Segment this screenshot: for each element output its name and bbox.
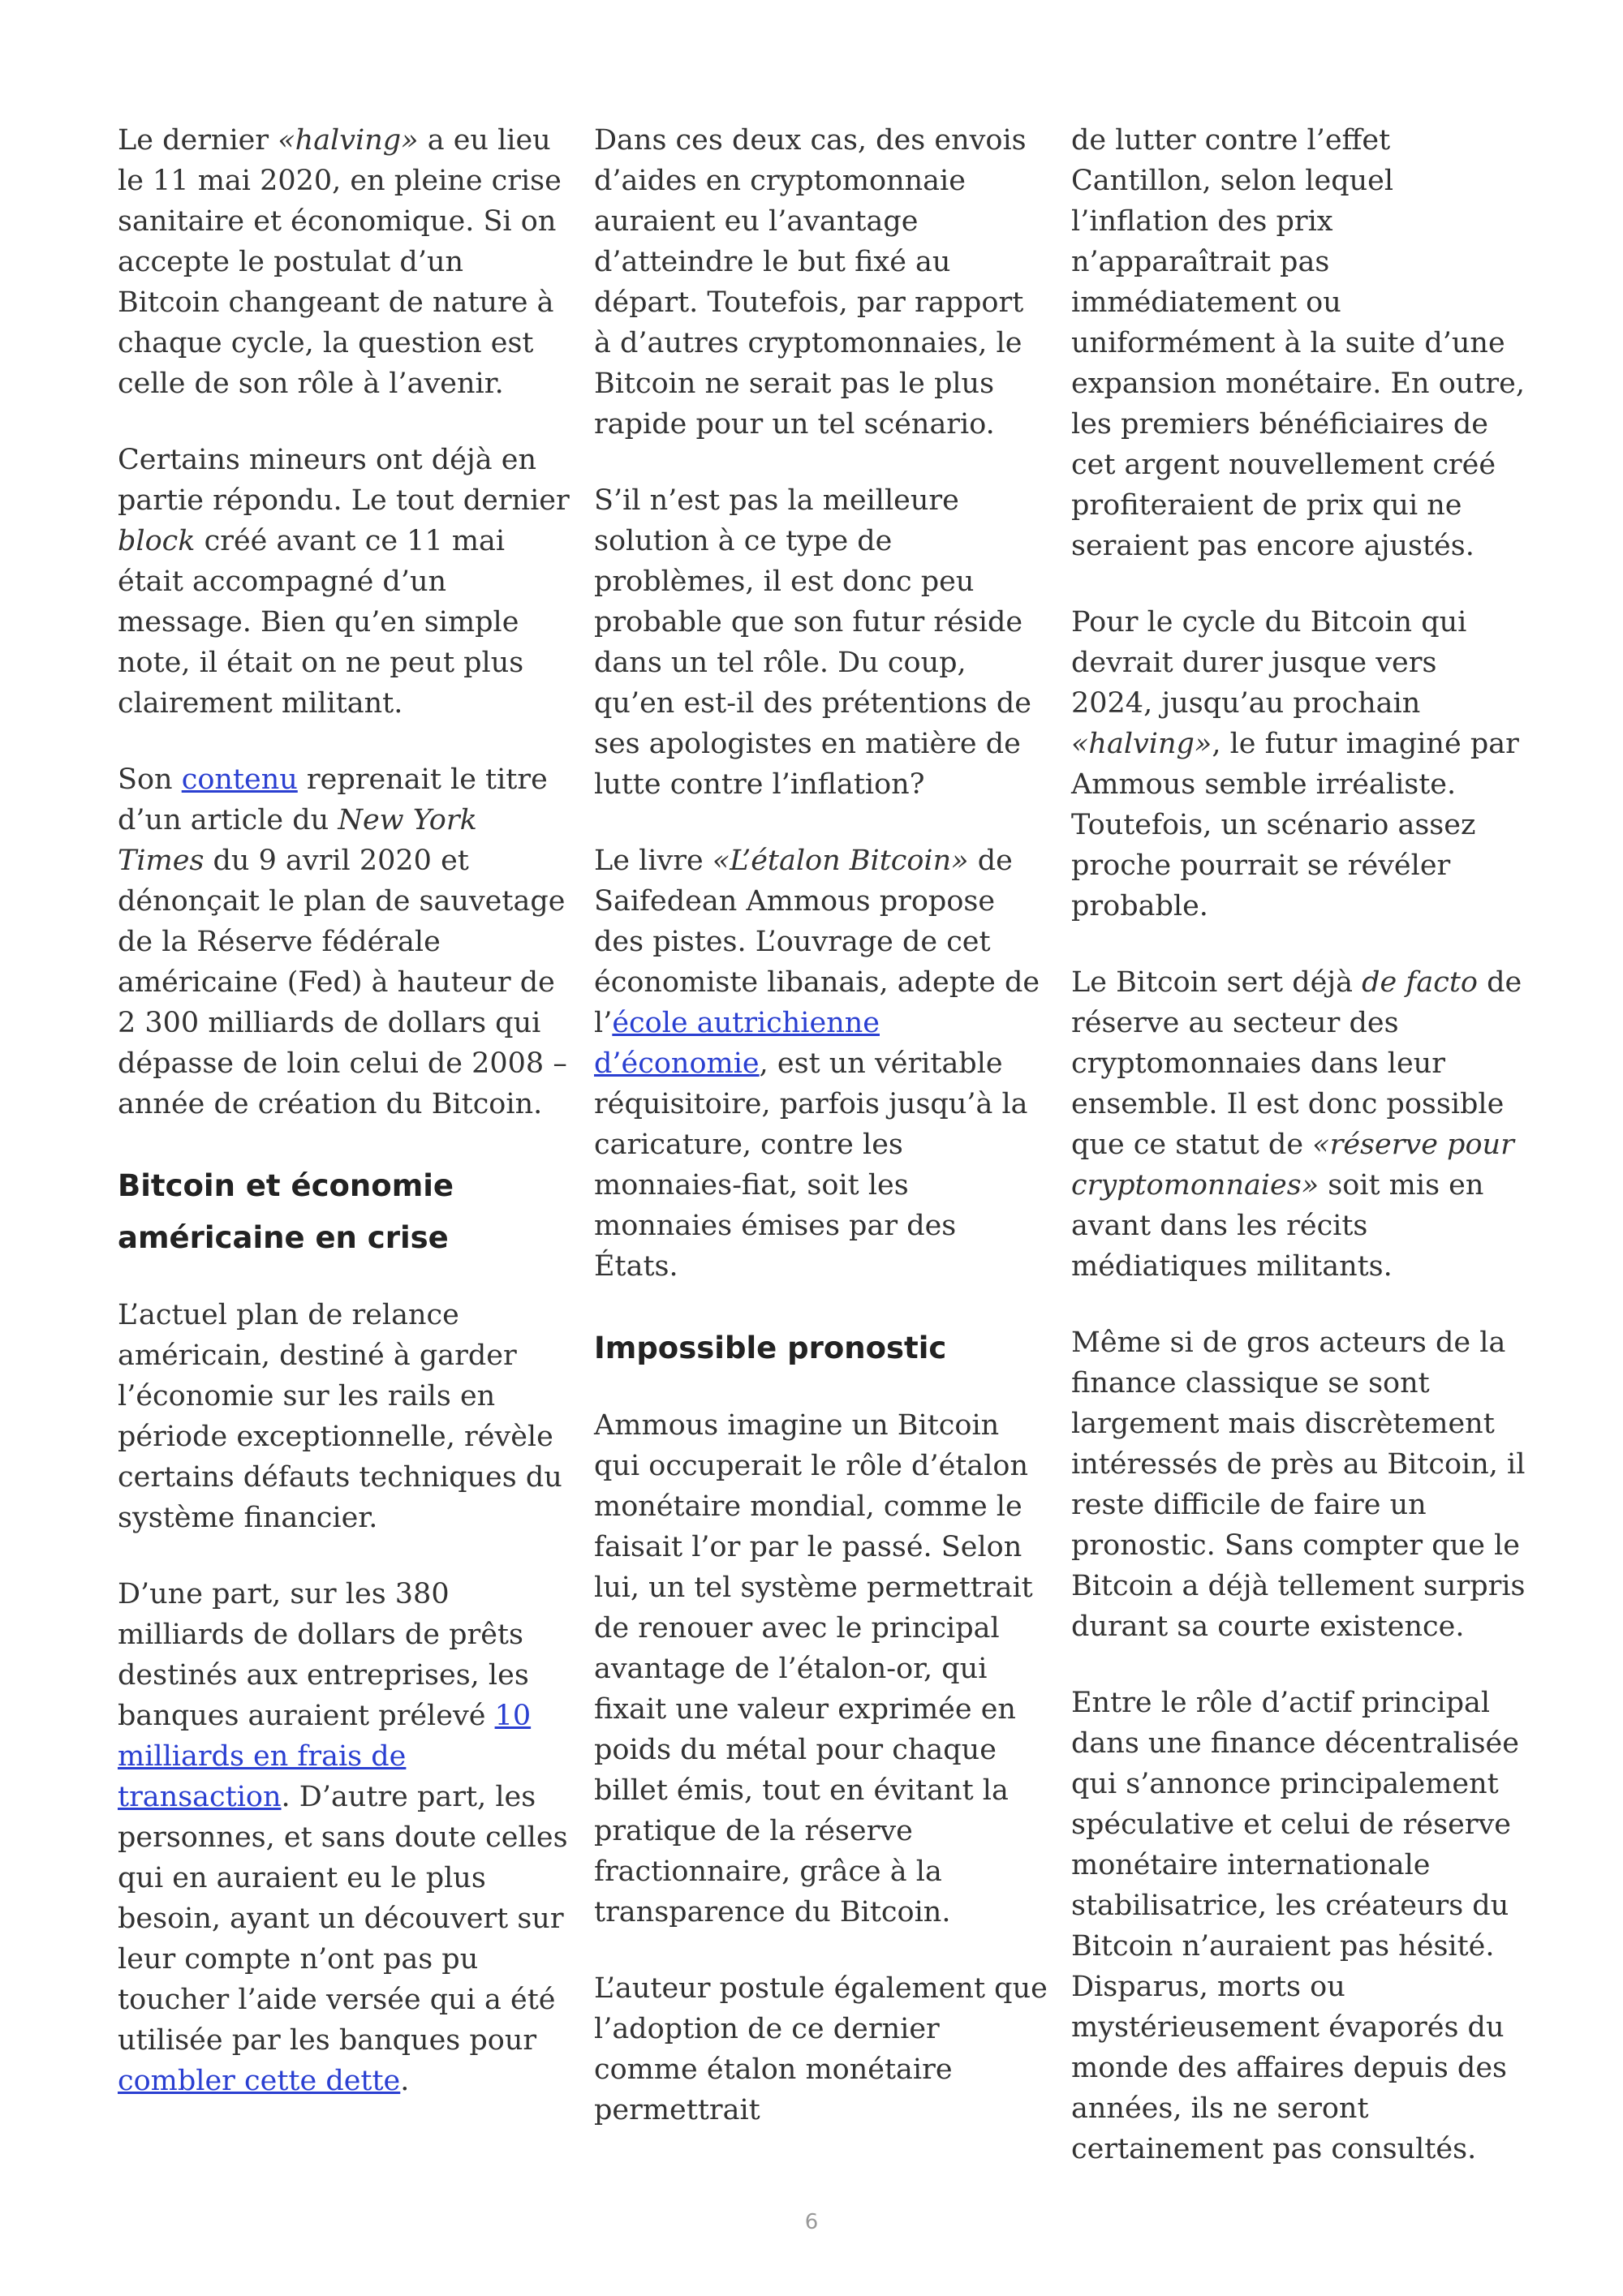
italic-text: «halving» — [278, 124, 419, 157]
inline-link[interactable]: contenu — [181, 763, 298, 796]
text-run: de lutter contre l’effet Cantillon, selon lequel l’inflation des prix n’apparaîtrait pas immédiatement ou uniformément à la suite d’une expansion monétaire. En outre, les premiers bénéficiaires de cet argent nouvellement créé profiteraient de prix qui ne seraient pas encore ajustés. — [1071, 124, 1525, 562]
text-run: créé avant ce 11 mai était accompagné d’un message. Bien qu’en simple note, il était on ne peut plus clairement militant. — [118, 525, 524, 720]
section-heading: Impossible pronostic — [594, 1331, 947, 1365]
paragraph — [118, 1574, 572, 2101]
text-run: reprenait le titre d’un article du — [118, 763, 548, 836]
text-run: Le Bitcoin sert déjà — [1071, 966, 1363, 999]
column-1 — [118, 120, 572, 2137]
text-run: , est un véritable réquisitoire, parfois jusqu’à la caricature, contre les monnaies-fiat, soit les monnaies émises par des États. — [594, 1047, 1028, 1283]
section-heading: Bitcoin et économie américaine en crise — [118, 1168, 454, 1255]
inline-link[interactable]: combler cette dette — [118, 2065, 401, 2097]
text-run: , le futur imaginé par Ammous semble irréaliste. Toutefois, un scénario assez proche pourrait se révéler probable. — [1071, 728, 1519, 922]
text-run: Certains mineurs ont déjà en partie répondu. Le tout dernier — [118, 444, 570, 517]
paragraph — [594, 120, 1048, 445]
text-run: du 9 avril 2020 et dénonçait le plan de sauvetage de la Réserve fédérale américaine (Fed) à hauteur de 2 300 milliards de dollars qui dépasse de loin celui de 2008 – année de création du Bitcoin. — [118, 845, 567, 1120]
page-number: 6 — [804, 2210, 819, 2234]
paragraph — [594, 480, 1048, 805]
text-run: soit mis en avant dans les récits médiatiques militants. — [1071, 1169, 1484, 1283]
text-run: L’auteur postule également que l’adoption de ce dernier comme étalon monétaire permettrait — [594, 1972, 1048, 2126]
paragraph — [1071, 1683, 1526, 2169]
paragraph — [594, 1405, 1048, 1933]
italic-text: de facto — [1362, 966, 1478, 999]
paragraph — [1071, 602, 1526, 927]
italic-text: «halving» — [1071, 728, 1212, 760]
text-run: Même si de gros acteurs de la finance classique se sont largement mais discrètement intéressés de près au Bitcoin, il reste difficile de faire un pronostic. Sans compter que le Bitcoin a déjà tellement surpris durant sa courte existence. — [1071, 1326, 1526, 1643]
italic-text: «réserve pour cryptomonnaies» — [1071, 1129, 1514, 1202]
paragraph — [118, 759, 572, 1124]
text-run: . D’autre part, les personnes, et sans doute celles qui en auraient eu le plus besoin, ayant un découvert sur leur compte n’ont pas pu toucher l’aide versée qui a été utilisée par les banques pour — [118, 1781, 568, 2057]
paragraph — [1071, 1322, 1526, 1647]
paragraph — [118, 440, 572, 724]
text-run: D’une part, sur les 380 milliards de dollars de prêts destinés aux entreprises, les banques auraient prélevé — [118, 1578, 529, 1732]
text-run: Le livre — [594, 845, 712, 877]
paragraph — [1071, 962, 1526, 1287]
column-3 — [1071, 120, 1526, 2205]
text-run: . — [400, 2065, 410, 2097]
text-run: Dans ces deux cas, des envois d’aides en cryptomonnaie auraient eu l’avantage d’atteindre le but fixé au départ. Toutefois, par rapport à d’autres cryptomonnaies, le Bitcoin ne serait pas le plus rapide pour un tel scénario. — [594, 124, 1027, 441]
text-run: Son — [118, 763, 182, 796]
italic-text: New York Times — [118, 804, 477, 877]
text-run: Ammous imagine un Bitcoin qui occuperait le rôle d’étalon monétaire mondial, comme le faisait l’or par le passé. Selon lui, un tel système permettrait de renouer avec le principal avantage de l’étalon-or, qui fixait une valeur exprimée en poids du métal pour chaque billet émis, tout en évitant la pratique de la réserve fractionnaire, grâce à la transparence du Bitcoin. — [594, 1409, 1033, 1928]
text-run: Pour le cycle du Bitcoin qui devrait durer jusque vers 2024, jusqu’au prochain — [1071, 606, 1467, 720]
text-run: L’actuel plan de relance américain, destiné à garder l’économie sur les rails en période exceptionnelle, révèle certains défauts techniques du système financier. — [118, 1299, 562, 1534]
inline-link[interactable]: 10 milliards en frais de transaction — [118, 1700, 532, 1813]
text-run: Le dernier — [118, 124, 278, 157]
text-run: a eu lieu le 11 mai 2020, en pleine crise sanitaire et économique. Si on accepte le postulat d’un Bitcoin changeant de nature à chaque cycle, la question est celle de son rôle à l’avenir. — [118, 124, 562, 400]
column-2 — [594, 120, 1048, 2166]
paragraph — [118, 120, 572, 404]
text-run: de Saifedean Ammous propose des pistes. L’ouvrage de cet économiste libanais, adepte de l’ — [594, 845, 1040, 1039]
paragraph — [594, 1968, 1048, 2130]
text-run: de réserve au secteur des cryptomonnaies dans leur ensemble. Il est donc possible que ce statut de — [1071, 966, 1522, 1161]
paragraph — [1071, 120, 1526, 566]
paragraph — [118, 1295, 572, 1538]
italic-text: block — [118, 525, 196, 557]
text-run: S’il n’est pas la meilleure solution à ce type de problèmes, il est donc peu probable que son futur réside dans un tel rôle. Du coup, qu’en est-il des prétentions de ses apologistes en matière de lutte contre l’inflation? — [594, 484, 1031, 801]
italic-text: «L’étalon Bitcoin» — [712, 845, 969, 877]
inline-link[interactable]: école autrichienne d’économie — [594, 1007, 880, 1080]
paragraph — [594, 841, 1048, 1287]
text-run: Entre le rôle d’actif principal dans une finance décentralisée qui s’annonce principalement spéculative et celui de réserve monétaire internationale stabilisatrice, les créateurs du Bitcoin n’auraient pas hésité. Disparus, morts ou mystérieusement évaporés du monde des affaires depuis des années, ils ne seront certainement pas consultés. — [1071, 1687, 1519, 2165]
